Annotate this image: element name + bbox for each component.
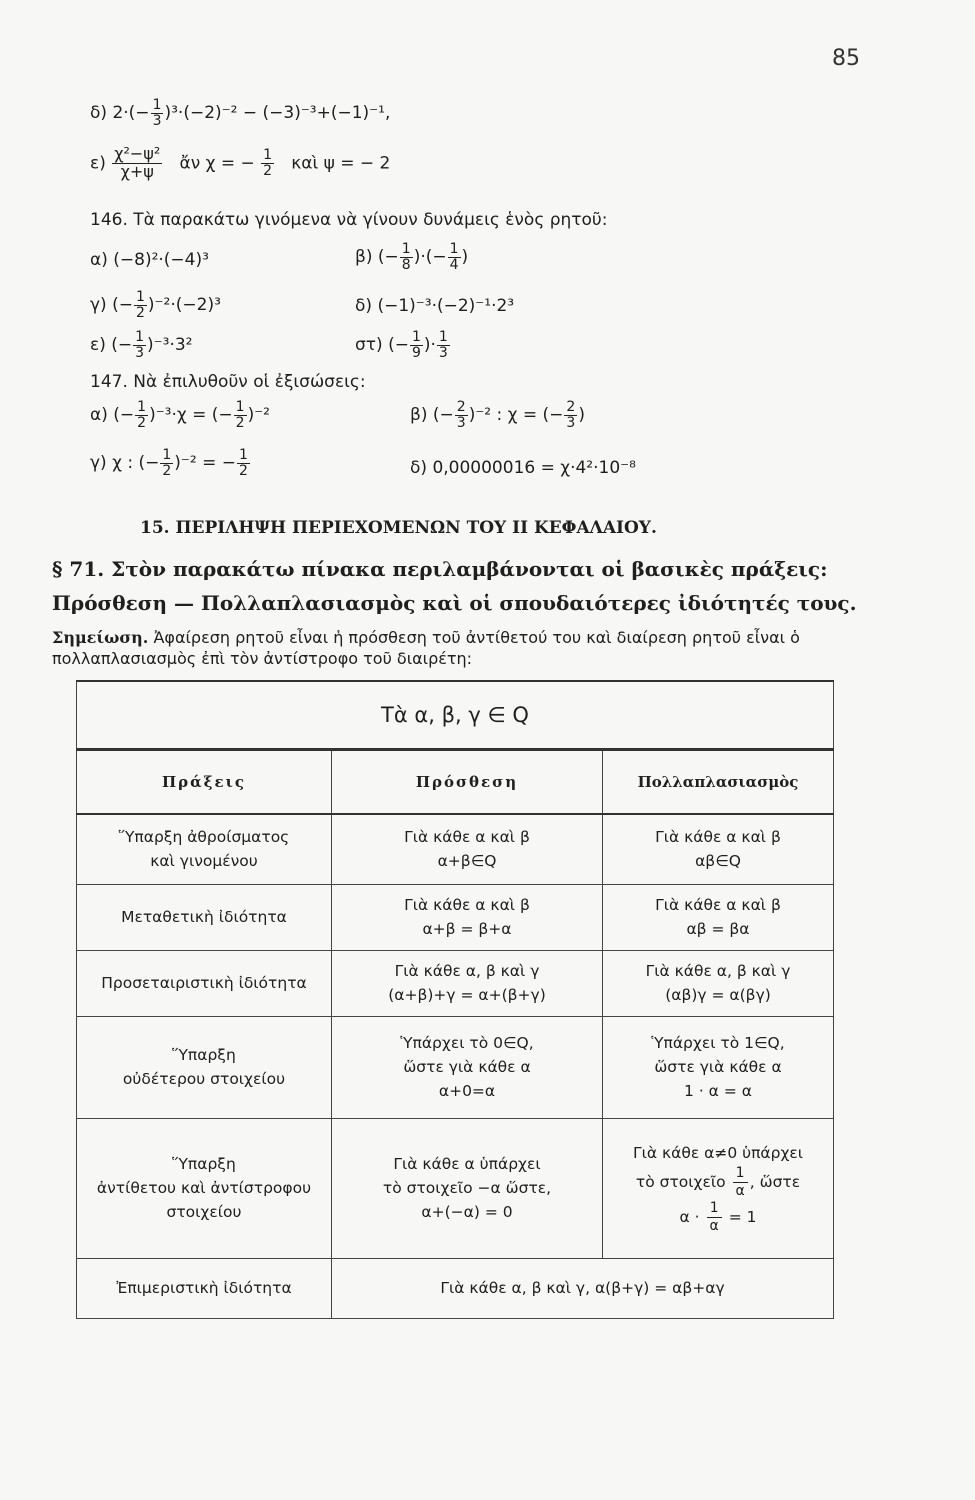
item-label: ε) xyxy=(90,335,106,356)
page-number: 85 xyxy=(832,46,860,71)
cell-line: Γιὰ κάθε α καὶ β xyxy=(655,896,781,914)
expr: (− xyxy=(111,335,133,356)
numerator: 1 xyxy=(152,97,162,113)
ex147-d xyxy=(410,458,636,478)
exercise-delta xyxy=(90,98,390,128)
item-label: ε) xyxy=(90,153,106,174)
ex146-c xyxy=(90,290,221,320)
fraction xyxy=(437,330,450,360)
denominator: 3 xyxy=(456,414,466,431)
text: = 1 xyxy=(728,1208,757,1226)
item-label: δ) xyxy=(90,103,108,124)
expr: )³·(−2)⁻² − (−3)⁻³+(−1)⁻¹, xyxy=(164,103,391,124)
cell-line: Γιὰ κάθε α, β καὶ γ xyxy=(645,962,791,980)
denominator: 2 xyxy=(137,414,147,431)
exercise-epsilon xyxy=(90,146,390,181)
denominator: α xyxy=(735,1183,745,1199)
fraction xyxy=(112,146,162,181)
fraction xyxy=(134,290,147,320)
paragraph-line-2: Πρόσθεση — Πολλαπλασιασμὸς καὶ οἱ σπουδαιότερες ἰδιότητές τους. xyxy=(52,591,857,615)
item-label: α) xyxy=(90,405,108,426)
item-label: στ) xyxy=(355,335,383,356)
expr: (− xyxy=(377,247,399,268)
ex147-c xyxy=(90,448,251,478)
fraction xyxy=(455,400,468,430)
text: , ὥστε xyxy=(749,1173,801,1191)
numerator: 1 xyxy=(238,447,248,463)
fraction xyxy=(564,400,577,430)
numerator: 1 xyxy=(263,147,273,164)
denominator: 2 xyxy=(162,462,172,479)
numerator: 1 xyxy=(411,329,421,345)
cell-line: Γιὰ κάθε α≠0 ὑπάρχει xyxy=(632,1144,804,1162)
ex147-b xyxy=(410,400,585,430)
ex146-st xyxy=(355,330,451,360)
property-name xyxy=(77,1016,332,1118)
expr: 0,00000016 = χ·4²·10⁻⁸ xyxy=(432,458,636,478)
ex147-a xyxy=(90,400,270,430)
cell-line xyxy=(607,1200,829,1235)
cell-line: Γιὰ κάθε α καὶ β xyxy=(404,828,530,847)
property-name xyxy=(77,950,332,1016)
multiplication-cell xyxy=(603,1118,834,1258)
property-name xyxy=(77,884,332,950)
ex146-d xyxy=(355,296,514,316)
expr: (− xyxy=(388,335,409,356)
denominator: 3 xyxy=(438,344,448,361)
expr: (− xyxy=(113,405,135,426)
expr: )⁻² : χ = (− xyxy=(468,405,564,426)
numerator: 1 xyxy=(449,241,459,257)
multiplication-cell xyxy=(603,950,834,1016)
item-label: β) xyxy=(410,405,428,426)
expr: ) xyxy=(578,405,585,426)
expr: )⁻³·χ = (− xyxy=(149,405,233,426)
expr: καὶ ψ = − 2 xyxy=(291,153,391,174)
cell-line: Ἐπιμεριστικὴ ἰδιότητα xyxy=(116,1279,292,1297)
cell-line: Γιὰ κάθε α, β καὶ γ xyxy=(394,962,540,980)
cell-line: (α+β)+γ = α+(β+γ) xyxy=(388,986,546,1004)
denominator: α xyxy=(709,1218,719,1234)
numerator: 1 xyxy=(137,399,147,415)
note-label: Σημείωση. xyxy=(52,628,149,647)
exercise-146-title: 146. Τὰ παρακάτω γινόμενα νὰ γίνουν δυνάμεις ἑνὸς ρητοῦ: xyxy=(90,210,608,230)
item-label: β) xyxy=(355,247,373,268)
item-label: δ) xyxy=(355,296,373,316)
numerator: 1 xyxy=(438,329,448,345)
cell-line: στοιχείου xyxy=(166,1203,242,1221)
fraction xyxy=(237,448,250,478)
item-label: γ) xyxy=(90,453,107,474)
fraction xyxy=(400,242,413,272)
denominator: 3 xyxy=(135,344,145,361)
cell-line xyxy=(607,1165,829,1200)
numerator: χ²−ψ² xyxy=(114,144,161,163)
cell-line: ἀντίθετου καὶ ἀντίστροφου xyxy=(96,1179,312,1197)
cell-line: α+β∈Q xyxy=(437,852,497,871)
expr: (− xyxy=(112,295,133,316)
cell-line: Ὕπαρξη xyxy=(172,1155,236,1173)
item-label: α) xyxy=(90,250,108,270)
property-name xyxy=(77,814,332,884)
denominator: 9 xyxy=(411,344,421,361)
property-name xyxy=(77,1258,332,1318)
expr: (−8)²·(−4)³ xyxy=(113,250,209,270)
table-row xyxy=(77,884,834,950)
table-row xyxy=(77,1258,834,1318)
cell-line: Ὑπάρχει τὸ 1∈Q, xyxy=(651,1034,785,1052)
table-row xyxy=(77,814,834,884)
cell-line: αβ = βα xyxy=(686,920,750,938)
cell-line: Ὕπαρξη xyxy=(172,1046,236,1064)
addition-cell xyxy=(332,950,603,1016)
numerator: 2 xyxy=(566,399,576,415)
fraction xyxy=(410,330,423,360)
fraction xyxy=(707,1200,722,1235)
fraction xyxy=(160,448,173,478)
cell-line: Γιὰ κάθε α καὶ β xyxy=(404,896,530,914)
numerator: 1 xyxy=(707,1200,722,1218)
ex146-b xyxy=(355,242,468,272)
note-text: Ἀφαίρεση ρητοῦ εἶναι ἡ πρόσθεση τοῦ ἀντίθετού του καὶ διαίρεση ρητοῦ εἶναι ὁ πολλαπλασιασμὸς ἐπὶ τὸν ἀντίστροφο τοῦ διαιρέτη: xyxy=(52,628,800,668)
numerator: 1 xyxy=(401,241,411,257)
cell-line: οὐδέτερου στοιχείου xyxy=(122,1070,286,1088)
addition-cell xyxy=(332,884,603,950)
item-label: δ) xyxy=(410,458,428,478)
expr: (− xyxy=(432,405,454,426)
cell-line: Μεταθετικὴ ἰδιότητα xyxy=(121,908,287,926)
multiplication-cell xyxy=(603,1016,834,1118)
cell-line: (αβ)γ = α(βγ) xyxy=(665,986,771,1004)
cell-line: ὥστε γιὰ κάθε α xyxy=(403,1058,531,1076)
header-addition: Πρόσθεση xyxy=(332,750,603,815)
denominator: 2 xyxy=(263,162,273,179)
numerator: 1 xyxy=(135,329,145,345)
numerator: 1 xyxy=(733,1165,748,1183)
fraction xyxy=(151,98,164,128)
table-row xyxy=(77,950,834,1016)
cell-line: α+0=α xyxy=(438,1082,496,1100)
cell-line: Γιὰ κάθε α καὶ β xyxy=(655,828,781,847)
addition-cell xyxy=(332,1016,603,1118)
denominator: 8 xyxy=(401,256,411,273)
expr: )⁻²·(−2)³ xyxy=(147,295,221,316)
multiplication-cell xyxy=(603,884,834,950)
note xyxy=(52,627,912,669)
fraction xyxy=(135,400,148,430)
cell-line: α+β = β+α xyxy=(422,920,512,938)
fraction xyxy=(133,330,146,360)
cell-line: αβ∈Q xyxy=(695,852,741,871)
fraction xyxy=(448,242,461,272)
expr: χ : (− xyxy=(112,453,160,474)
fraction xyxy=(261,148,274,178)
text: α · xyxy=(679,1208,700,1226)
property-name xyxy=(77,1118,332,1258)
denominator: 3 xyxy=(152,112,162,129)
expr: (−1)⁻³·(−2)⁻¹·2³ xyxy=(377,296,515,316)
expr: )⁻² = − xyxy=(174,453,236,474)
fraction xyxy=(234,400,247,430)
cell-line: α+(−α) = 0 xyxy=(421,1203,513,1221)
expr: ) xyxy=(461,247,469,268)
text: τὸ στοιχεῖο xyxy=(635,1173,726,1191)
cell-line: Προσεταιριστικὴ ἰδιότητα xyxy=(101,974,307,992)
cell-line: Ὑπάρχει τὸ 0∈Q, xyxy=(400,1034,534,1052)
addition-cell xyxy=(332,1118,603,1258)
denominator: 2 xyxy=(136,304,145,321)
addition-cell xyxy=(332,814,603,884)
ex146-a xyxy=(90,250,209,270)
numerator: 1 xyxy=(162,447,172,463)
denominator: 2 xyxy=(235,414,245,431)
table-title: Τὰ α, β, γ ∈ Q xyxy=(77,681,834,750)
expr: )⁻² xyxy=(247,405,270,426)
expr: )·(− xyxy=(413,247,447,268)
properties-table xyxy=(76,680,834,1319)
expr: )· xyxy=(423,335,436,356)
table-row xyxy=(77,1118,834,1258)
cell-line: καὶ γινομένου xyxy=(150,852,258,871)
numerator: 1 xyxy=(136,289,145,305)
distributive-cell: Γιὰ κάθε α, β καὶ γ, α(β+γ) = αβ+αγ xyxy=(332,1258,834,1318)
header-multiplication: Πολλαπλασιασμὸς xyxy=(603,750,834,815)
header-operations: Πράξεις xyxy=(77,750,332,815)
item-label: γ) xyxy=(90,295,107,316)
multiplication-cell xyxy=(603,814,834,884)
fraction xyxy=(733,1165,748,1200)
ex146-e xyxy=(90,330,193,360)
cell-line: Γιὰ κάθε α ὑπάρχει xyxy=(393,1155,541,1173)
expr: )⁻³·3² xyxy=(147,335,193,356)
denominator: 2 xyxy=(238,462,248,479)
expr: 2·(− xyxy=(112,103,150,124)
denominator: χ+ψ xyxy=(120,161,154,181)
table-row xyxy=(77,1016,834,1118)
denominator: 4 xyxy=(449,256,459,273)
cell-line: 1 · α = α xyxy=(684,1082,752,1100)
cell-line: ὥστε γιὰ κάθε α xyxy=(654,1058,782,1076)
paragraph-line-1: § 71. Στὸν παρακάτω πίνακα περιλαμβάνονται οἱ βασικὲς πράξεις: xyxy=(52,557,828,581)
denominator: 3 xyxy=(566,414,576,431)
expr: ἄν χ = − xyxy=(179,153,255,174)
numerator: 1 xyxy=(235,399,245,415)
exercise-147-title: 147. Νὰ ἐπιλυθοῦν οἱ ἐξισώσεις: xyxy=(90,372,366,392)
cell-line: Ὕπαρξη ἀθροίσματος xyxy=(118,828,290,847)
numerator: 2 xyxy=(456,399,466,415)
cell-line: τὸ στοιχεῖο −α ὥστε, xyxy=(382,1179,552,1197)
section-heading: 15. ΠΕΡΙΛΗΨΗ ΠΕΡΙΕΧΟΜΕΝΩΝ ΤΟΥ ΙΙ ΚΕΦΑΛΑΙΟΥ. xyxy=(140,518,657,538)
